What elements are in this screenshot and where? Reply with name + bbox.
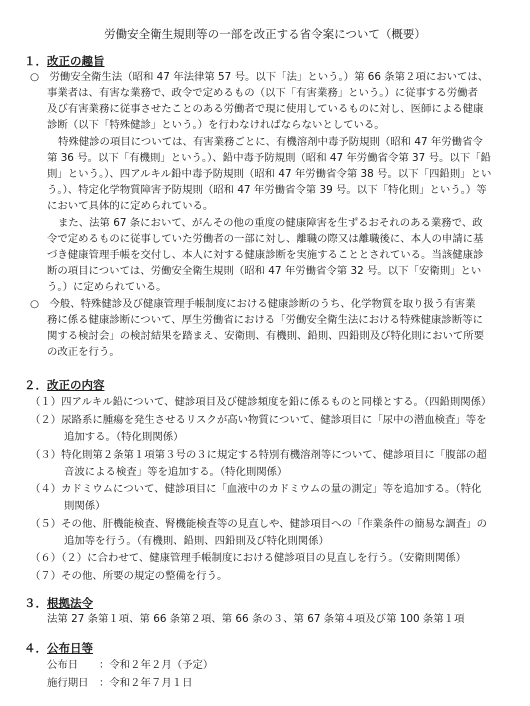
date-label: 施行期日 xyxy=(47,677,89,689)
section2-item-cont: 音波による検査」等を追加する。（特化則関係） xyxy=(64,466,288,478)
section1-title: 改正の趣旨 xyxy=(47,54,105,68)
section4-number: ４． xyxy=(24,641,47,655)
section1-line: の改正を行う。 xyxy=(47,346,120,358)
section1-line: において具体的に定められている。 xyxy=(47,200,214,212)
section1-line: づき健康管理手帳を交付し、本人に対する健康診断を実施することとされている。当該健康診 xyxy=(47,249,484,261)
section1-line: 則」という。）、四アルキル鉛中毒予防規則（昭和 47 年労働省令第 38 号。以下「四鉛則」とい xyxy=(47,168,492,180)
legal-basis-text: 法第 27 条第１項、第 66 条第２項、第 66 条の３、第 67 条第４項及び第 100 条第１項 xyxy=(47,613,465,625)
date-value: ：令和２年２月（予定） xyxy=(99,659,214,671)
section3-title: 根拠法令 xyxy=(47,596,93,610)
promulgation-date-row xyxy=(47,658,213,672)
section2-item: （２）尿路系に腫瘍を発生させるリスクが高い物質について、健診項目に「尿中の潜血検査」等を xyxy=(30,414,487,426)
section2-item: （６）（２）に合わせて、健康管理手帳制度における健診項目の見直しを行う。（安衛則関係） xyxy=(30,552,467,564)
section1-line: ○ 労働安全衛生法（昭和 47 年法律第 57 号。以下「法」という。）第 66 条第２項においては、 xyxy=(30,71,489,83)
section2-title: 改正の内容 xyxy=(47,378,105,392)
section1-line: また、法第 67 条において、がんその他の重度の健康障害を生ずるおそれのある業務で、政 xyxy=(58,217,483,229)
section2-item: （７）その他、所要の規定の整備を行う。 xyxy=(30,570,228,582)
section2-item-cont: 追加する。（特化則関係） xyxy=(64,431,184,443)
section1-line: 及び有害業務に従事させたことのある労働者で現に使用しているものに対し、医師による健康 xyxy=(47,103,484,115)
enforcement-date-row xyxy=(47,676,193,690)
section1-line: 断の項目については、労働安全衛生規則（昭和 47 年労働省令第 32 号。以下「安衛則」とい xyxy=(47,265,482,277)
section1-heading xyxy=(24,54,105,68)
document-title: 労働安全衛生規則等の一部を改正する省令案について（概要） xyxy=(104,27,426,41)
section2-heading xyxy=(24,378,105,392)
section4-title: 公布日等 xyxy=(47,641,93,655)
section2-item: （５）その他、肝機能検査、腎機能検査等の見直しや、健診項目への「作業条件の簡易な調査」の xyxy=(30,518,487,530)
section1-line: 特殊健診の項目については、有害業務ごとに、有機溶剤中毒予防規則（昭和 47 年労働省令 xyxy=(58,136,483,148)
section2-item: （４）カドミウムについて、健診項目に「血液中のカドミウムの量の測定」等を追加する。（特化 xyxy=(30,483,482,495)
section1-line: 第 36 号。以下「有機則」という。）、鉛中毒予防規則（昭和 47 年労働省令第 37 号。以下「鉛 xyxy=(47,152,491,164)
date-value: ：令和２年７月１日 xyxy=(99,677,193,689)
section2-number: ２． xyxy=(24,378,47,392)
section2-item: （１）四アルキル鉛について、健診項目及び健診頻度を鉛に係るものと同様とする。（四鉛則関係） xyxy=(30,396,492,408)
section4-heading xyxy=(24,641,93,655)
section2-item-cont: 則関係） xyxy=(64,500,106,512)
section2-item-cont: 追加等を行う。（有機則、鉛則、四鉛則及び特化則関係） xyxy=(64,535,329,547)
section1-line: う。）に定められている。 xyxy=(47,281,167,293)
section2-item: （３）特化則第２条第１項第３号の３に規定する特別有機溶剤等について、健診項目に「腹部の超 xyxy=(30,449,487,461)
section3-number: ３． xyxy=(24,596,47,610)
section1-line: う。）、特定化学物質障害予防規則（昭和 47 年労働省令第 39 号。以下「特化則」という。）等 xyxy=(47,184,487,196)
section1-line: 関する検討会」の検討結果を踏まえ、安衛則、有機則、鉛則、四鉛則及び特化則において所要 xyxy=(47,330,485,342)
section1-line: 事業者は、有害な業務で、政令で定めるもの（以下「有害業務」という。）に従事する労働者 xyxy=(47,87,478,99)
date-label: 公布日 xyxy=(47,659,79,671)
section1-line: ○ 今般、特殊健診及び健康管理手帳制度における健康診断のうち、化学物質を取り扱う有害業 xyxy=(30,298,476,310)
section1-number: １． xyxy=(24,54,47,68)
section3-heading xyxy=(24,596,93,610)
section1-line: 務に係る健康診断について、厚生労働省における「労働安全衛生法における特殊健康診断等に xyxy=(47,314,483,326)
section1-line: 令で定めるものに従事していた労働者の一部に対し、離職の際又は離職後に、本人の申請に基 xyxy=(47,233,484,245)
section1-line: 診断（以下「特殊健診」という。）を行わなければならないとしている。 xyxy=(47,119,385,131)
